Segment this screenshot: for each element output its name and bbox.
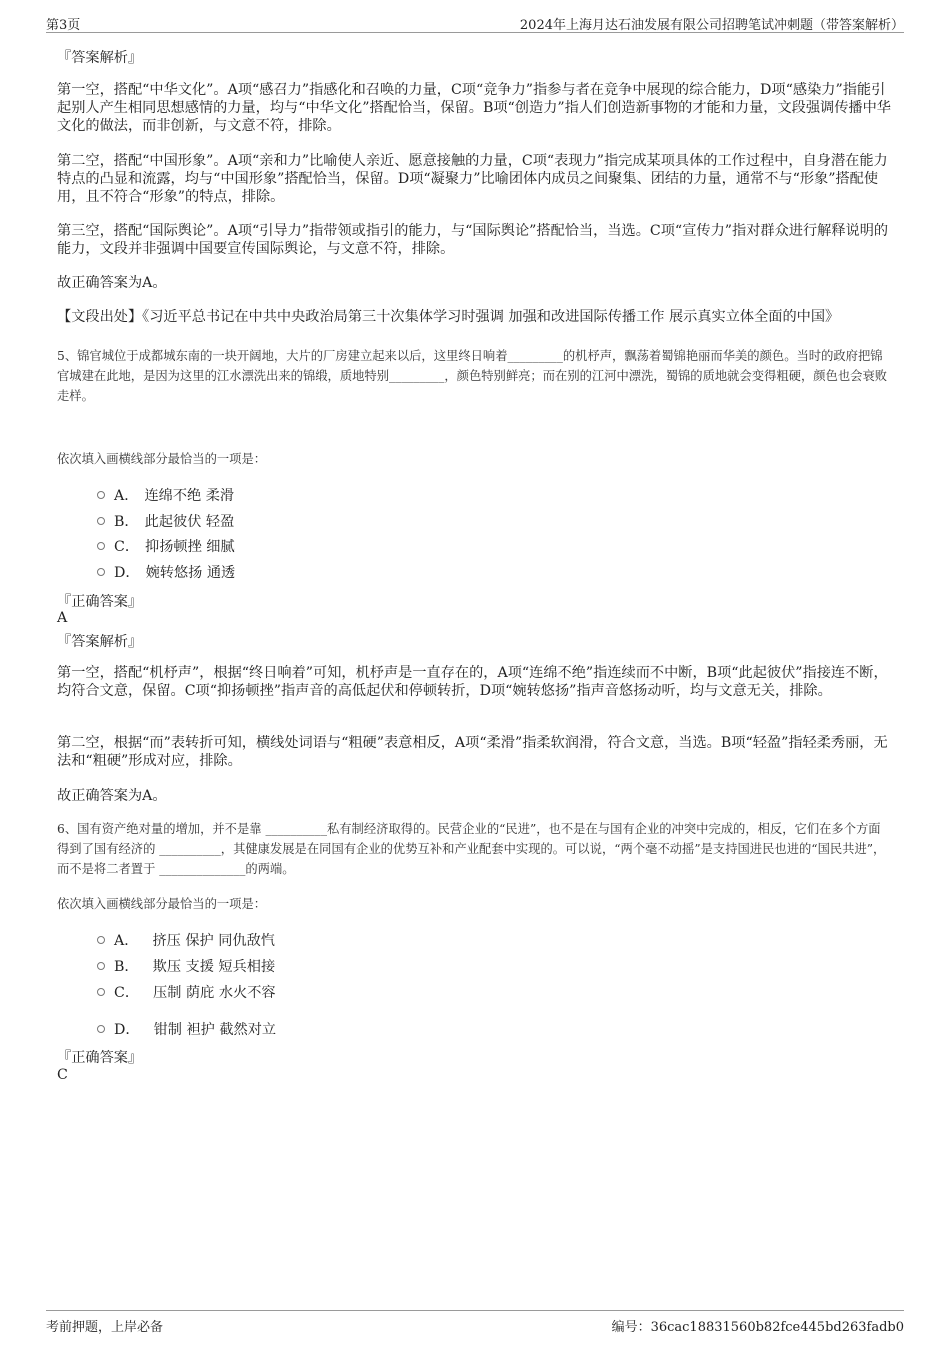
document-title: 2024年上海月达石油发展有限公司招聘笔试冲刺题（带答案解析） [519, 18, 904, 33]
radio-icon[interactable] [97, 936, 105, 944]
option-text: 抑扬顿挫 细腻 [145, 539, 235, 555]
page-header [46, 12, 904, 33]
q4-source: 【文段出处】《习近平总书记在中共中央政治局第三十次集体学习时强调 加强和改进国际传播工作 展示真实立体全面的中国》 [57, 309, 840, 325]
code-value: 36cac18831560b82fce445bd263fadb0 [650, 1320, 904, 1335]
q6-option-d[interactable] [97, 1019, 276, 1039]
q6-stem: 6、国有资产绝对量的增加，并不是靠 __________私有制经济取得的。民营企业的“民进”，也不是在与国有企业的冲突中完成的，相反，它们在多个方面得到了国有经济的 __________，其健康发展是在同国有企业的优势互补和产业配套中实现的。可以说，“两个毫不动摇”是支持国进民也进的“国民共进”，而不是将二者置于 ______________的两端。 [57, 822, 886, 876]
option-letter: A． [114, 488, 139, 504]
document-code [612, 1316, 904, 1335]
q5-option-a[interactable] [97, 485, 234, 505]
option-text: 钳制 袒护 截然对立 [153, 1022, 277, 1038]
footer-slogan: 考前押题，上岸必备 [46, 1320, 164, 1335]
code-label: 编号： [611, 1320, 651, 1335]
option-text: 压制 荫庇 水火不容 [153, 985, 276, 1001]
option-letter: D． [114, 565, 140, 581]
radio-icon[interactable] [97, 491, 105, 499]
radio-icon[interactable] [97, 1025, 105, 1033]
page-footer [46, 1310, 904, 1337]
q5-analysis-label: 『答案解析』 [57, 634, 143, 650]
radio-icon[interactable] [97, 988, 105, 996]
q5-answer: A [57, 610, 68, 626]
option-text: 欺压 支援 短兵相接 [152, 959, 276, 975]
q6-answer: C [57, 1067, 68, 1083]
option-text: 此起彼伏 轻盈 [144, 514, 235, 530]
radio-icon[interactable] [97, 568, 105, 576]
option-letter: C． [114, 985, 140, 1001]
q5-option-d[interactable] [97, 562, 235, 582]
q5-answer-label: 『正确答案』 [57, 594, 143, 610]
option-letter: D． [114, 1022, 140, 1038]
option-letter: A． [114, 933, 139, 949]
q4-conclusion: 故正确答案为A。 [57, 275, 167, 291]
option-text: 连绵不绝 柔滑 [144, 488, 235, 504]
page-number: 第3页 [46, 18, 81, 33]
q6-answer-label: 『正确答案』 [57, 1050, 143, 1066]
q6-prompt: 依次填入画横线部分最恰当的一项是： [57, 897, 267, 911]
option-letter: B． [114, 959, 139, 975]
option-text: 挤压 保护 同仇敌忾 [152, 933, 275, 949]
q4-analysis-label: 『答案解析』 [57, 50, 143, 66]
option-letter: C． [114, 539, 140, 555]
option-text: 婉转悠扬 通透 [145, 565, 236, 581]
q5-analysis-p2: 第二空，根据“而”表转折可知，横线处词语与“粗硬”表意相反，A项“柔滑”指柔软润滑，符合文意，当选。B项“轻盈”指轻柔秀丽，无法和“粗硬”形成对应，排除。 [57, 735, 888, 769]
q5-option-c[interactable] [97, 536, 235, 556]
q5-prompt: 依次填入画横线部分最恰当的一项是： [57, 452, 267, 466]
radio-icon[interactable] [97, 542, 105, 550]
q6-option-b[interactable] [97, 956, 275, 976]
radio-icon[interactable] [97, 517, 105, 525]
q6-option-c[interactable] [97, 982, 276, 1002]
option-letter: B． [114, 514, 139, 530]
q5-stem: 5、锦官城位于成都城东南的一块开阔地，大片的厂房建立起来以后，这里终日响着_________的机杼声，飘荡着蜀锦艳丽而华美的颜色。当时的政府把锦官城建在此地，是因为这里的江水漂洗出来的锦缎，质地特别_________，颜色特别鲜亮；而在别的江河中漂洗，蜀锦的质地就会变得粗硬，颜色也会衰败走样。 [57, 349, 888, 403]
q5-conclusion: 故正确答案为A。 [57, 788, 167, 804]
q4-analysis-p2: 第二空，搭配“中国形象”。A项“亲和力”比喻使人亲近、愿意接触的力量，C项“表现力”指完成某项具体的工作过程中，自身潜在能力特点的凸显和流露，均与“中国形象”搭配恰当，保留。D项“凝聚力”比喻团体内成员之间聚集、团结的力量，通常不与“形象”搭配使用，且不符合“形象”的特点，排除。 [57, 153, 888, 205]
q6-option-a[interactable] [97, 930, 275, 950]
q4-analysis-p1: 第一空，搭配“中华文化”。A项“感召力”指感化和召唤的力量，C项“竞争力”指参与者在竞争中展现的综合能力，D项“感染力”指能引起别人产生相同思想感情的力量，均与“中华文化”搭配恰当，保留。B项“创造力”指人们创造新事物的才能和力量，文段强调传播中华文化的做法，而非创新，与文意不符，排除。 [57, 82, 891, 134]
q5-option-b[interactable] [97, 511, 234, 531]
radio-icon[interactable] [97, 962, 105, 970]
q4-analysis-p3: 第三空，搭配“国际舆论”。A项“引导力”指带领或指引的能力，与“国际舆论”搭配恰当，当选。C项“宣传力”指对群众进行解释说明的能力，文段并非强调中国要宣传国际舆论，与文意不符，排除。 [57, 223, 889, 257]
q5-analysis-p1: 第一空，搭配“机杼声”，根据“终日响着”可知，机杼声是一直存在的，A项“连绵不绝”指连续而不中断，B项“此起彼伏”指接连不断，均符合文意，保留。C项“抑扬顿挫”指声音的高低起伏和停顿转折，D项“婉转悠扬”指声音悠扬动听，均与文意无关，排除。 [57, 665, 888, 699]
